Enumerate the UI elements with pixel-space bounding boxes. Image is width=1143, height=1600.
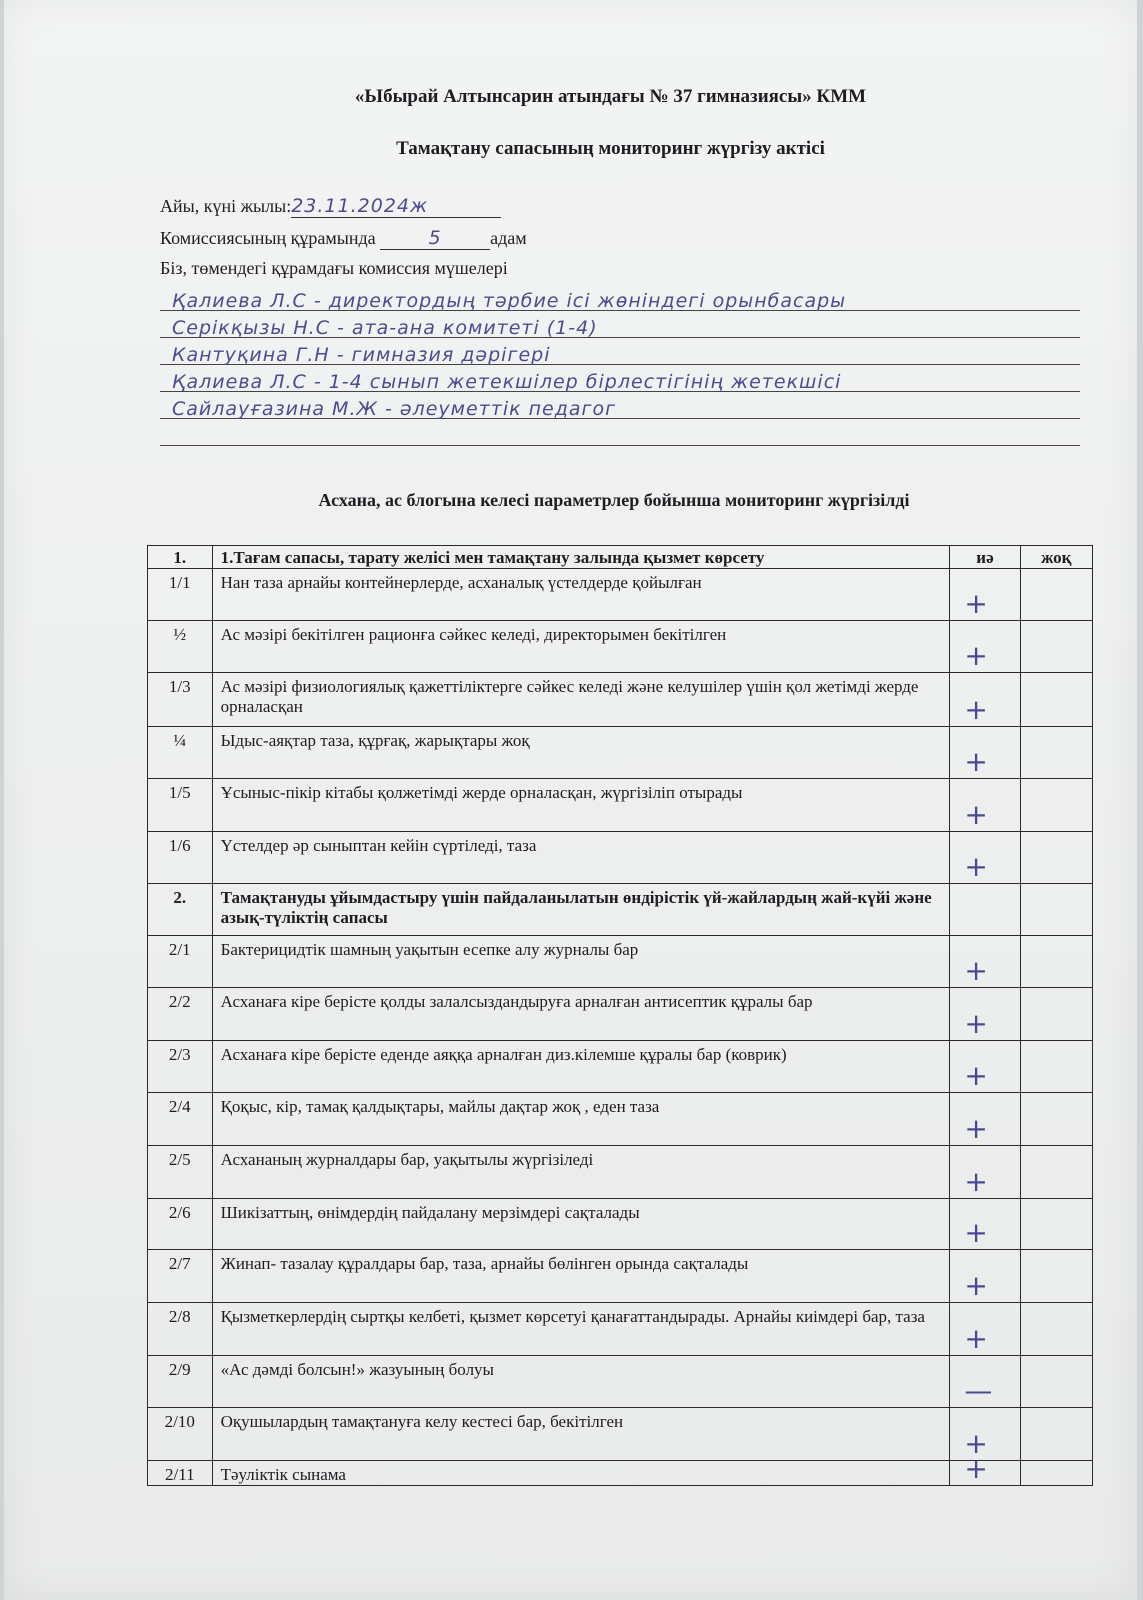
members-label: Біз, төмендегі құрамдағы комиссия мүшелері — [160, 258, 508, 278]
no-cell — [1020, 1303, 1092, 1356]
row-criterion: Ас мәзірі физиологиялық қажеттіліктерге сәйкес келеді және келушілер үшін қол жетімді жерде орналасқан — [212, 673, 950, 727]
handwritten-mark: + — [964, 850, 988, 883]
no-cell — [1020, 1250, 1092, 1303]
row-number: 1/5 — [148, 779, 213, 832]
no-column-header: жоқ — [1020, 546, 1092, 569]
row-number: 2/6 — [148, 1199, 213, 1250]
row-criterion: Жинап- тазалау құралдары бар, таза, арнайы бөлінген орында сақталады — [212, 1250, 950, 1303]
row-criterion: Ас мәзірі бекітілген рационға сәйкес келеді, директорымен бекітілген — [212, 621, 950, 673]
member-line — [160, 365, 1080, 392]
no-cell — [1020, 1408, 1092, 1461]
member-line — [160, 419, 1080, 446]
no-cell — [1020, 936, 1092, 988]
no-cell — [1020, 779, 1092, 832]
yes-cell — [950, 1093, 1020, 1146]
row-criterion: Үстелдер әр сыныптан кейін сүртіледі, таза — [212, 832, 950, 884]
row-number: 2/8 — [148, 1303, 213, 1356]
monitoring-table — [147, 545, 1093, 1486]
row-number: 1. — [148, 546, 213, 569]
no-cell — [1020, 832, 1092, 884]
yes-cell — [950, 832, 1020, 884]
handwritten-mark: + — [964, 798, 988, 831]
table-row — [148, 779, 1093, 832]
table-row — [148, 1041, 1093, 1093]
handwritten-mark: + — [964, 1452, 988, 1485]
row-number: 2. — [148, 884, 213, 936]
table-row — [148, 832, 1093, 884]
table-row — [148, 727, 1093, 779]
handwritten-mark: + — [964, 587, 988, 620]
handwritten-mark: + — [964, 1112, 988, 1145]
yes-cell — [950, 1041, 1020, 1093]
table-section-row — [148, 546, 1093, 569]
yes-cell — [950, 779, 1020, 832]
table-row — [148, 1303, 1093, 1356]
yes-cell — [950, 1250, 1020, 1303]
no-cell — [1020, 988, 1092, 1041]
member-name: Серікқызы Н.С - ата-ана комитеті (1-4) — [172, 317, 598, 339]
no-cell — [1020, 1093, 1092, 1146]
row-criterion: Ұсыныс-пікір кітабы қолжетімді жерде орналасқан, жүргізіліп отырады — [212, 779, 950, 832]
yes-cell — [950, 884, 1020, 936]
no-cell — [1020, 621, 1092, 673]
table-row — [148, 936, 1093, 988]
handwritten-mark: + — [964, 1427, 988, 1460]
date-label: Айы, күні жылы: — [160, 196, 292, 216]
no-cell — [1020, 1356, 1092, 1408]
date-value: 23.11.2024ж — [291, 195, 501, 218]
row-criterion: Қызметкерлердің сыртқы келбеті, қызмет көрсетуі қанағаттандырады. Арнайы киімдері бар, таза — [212, 1303, 950, 1356]
handwritten-mark: + — [964, 1165, 988, 1198]
member-line — [160, 311, 1080, 338]
row-criterion: Нан таза арнайы контейнерлерде, асханалық үстелдерде қойылған — [212, 569, 950, 621]
row-number: 1/6 — [148, 832, 213, 884]
no-cell — [1020, 1199, 1092, 1250]
handwritten-mark: + — [964, 639, 988, 672]
member-name: Сайлауғазина М.Ж - әлеуметтік педагог — [172, 398, 617, 420]
yes-cell — [950, 1356, 1020, 1408]
member-name: Кантуқина Г.Н - гимназия дәрігері — [172, 344, 551, 366]
yes-cell — [950, 621, 1020, 673]
yes-cell — [950, 569, 1020, 621]
handwritten-mark: + — [964, 1269, 988, 1302]
handwritten-mark: + — [964, 1216, 988, 1249]
member-line — [160, 284, 1080, 311]
row-criterion: Асхананың журналдары бар, уақытылы жүргізіледі — [212, 1146, 950, 1199]
handwritten-mark: + — [964, 745, 988, 778]
handwritten-mark: + — [964, 1007, 988, 1040]
date-line — [160, 195, 501, 218]
yes-cell — [950, 727, 1020, 779]
handwritten-mark: + — [964, 693, 988, 726]
row-criterion: Тамақтануды ұйымдастыру үшін пайдаланылатын өндірістік үй-жайлардың жай-күйі және азық-түліктің сапасы — [212, 884, 950, 936]
commission-label: Комиссиясының құрамында — [160, 228, 376, 248]
commission-line — [160, 227, 527, 250]
table-row — [148, 1250, 1093, 1303]
yes-cell — [950, 1303, 1020, 1356]
row-number: 2/4 — [148, 1093, 213, 1146]
commission-count: 5 — [380, 227, 490, 250]
row-number: ¼ — [148, 727, 213, 779]
table-row — [148, 1146, 1093, 1199]
member-line — [160, 392, 1080, 419]
row-number: 2/11 — [148, 1461, 213, 1486]
row-number: 2/3 — [148, 1041, 213, 1093]
yes-cell — [950, 1199, 1020, 1250]
yes-cell — [950, 673, 1020, 727]
row-number: 2/7 — [148, 1250, 213, 1303]
row-criterion: Асханаға кіре берісте еденде аяққа арналған диз.кілемше құралы бар (коврик) — [212, 1041, 950, 1093]
no-cell — [1020, 569, 1092, 621]
row-criterion: Асханаға кіре берісте қолды залалсыздандыруға арналған антисептик құралы бар — [212, 988, 950, 1041]
commission-unit: адам — [490, 228, 527, 248]
member-name: Қалиева Л.С - 1-4 сынып жетекшілер бірлестігінің жетекшісі — [172, 371, 842, 393]
table-row — [148, 1356, 1093, 1408]
yes-cell — [950, 988, 1020, 1041]
no-cell — [1020, 884, 1092, 936]
institution-title: «Ыбырай Алтынсарин атындағы № 37 гимназиясы» КММ — [354, 86, 867, 107]
row-criterion: «Ас дәмді болсын!» жазуының болуы — [212, 1356, 950, 1408]
document-sheet — [4, 0, 1137, 1600]
yes-cell — [950, 1452, 1020, 1486]
table-section-row — [148, 884, 1093, 936]
row-number: 2/5 — [148, 1146, 213, 1199]
table-row — [148, 673, 1093, 727]
table-row — [148, 569, 1093, 621]
row-number: 1/1 — [148, 569, 213, 621]
row-criterion: Оқушылардың тамақтануға келу кестесі бар, бекітілген — [212, 1408, 950, 1461]
row-criterion: 1.Тағам сапасы, тарату желісі мен тамақтану залында қызмет көрсету — [212, 546, 950, 569]
handwritten-mark: + — [964, 1322, 988, 1355]
section-title: Асхана, ас блогына келесі параметрлер бойынша мониторинг жүргізілді — [318, 490, 910, 510]
row-number: 2/10 — [148, 1408, 213, 1461]
table-row — [148, 1408, 1093, 1461]
table-row — [148, 1199, 1093, 1250]
member-line — [160, 338, 1080, 365]
row-criterion: Ыдыс-аяқтар таза, құрғақ, жарықтары жоқ — [212, 727, 950, 779]
row-number: 2/1 — [148, 936, 213, 988]
yes-cell — [950, 936, 1020, 988]
no-cell — [1020, 727, 1092, 779]
no-cell — [1020, 673, 1092, 727]
row-criterion: Шикізаттың, өнімдердің пайдалану мерзімдері сақталады — [212, 1199, 950, 1250]
row-number: 2/9 — [148, 1356, 213, 1408]
row-criterion: Қоқыс, кір, тамақ қалдықтары, майлы дақтар жоқ , еден таза — [212, 1093, 950, 1146]
handwritten-mark: + — [964, 1059, 988, 1092]
yes-column-header: иә — [950, 546, 1020, 569]
row-criterion: Тәуліктік сынама — [212, 1461, 950, 1486]
act-title: Тамақтану сапасының мониторинг жүргізу актісі — [396, 138, 825, 159]
row-number: 1/3 — [148, 673, 213, 727]
row-number: ½ — [148, 621, 213, 673]
table-row — [148, 988, 1093, 1041]
member-name: Қалиева Л.С - директордың тәрбие ісі жөніндегі орынбасары — [172, 290, 847, 312]
table-row — [148, 1461, 1093, 1486]
table-row — [148, 1093, 1093, 1146]
no-cell — [1020, 1041, 1092, 1093]
no-cell — [1020, 1146, 1092, 1199]
table-row — [148, 621, 1093, 673]
yes-cell — [950, 1146, 1020, 1199]
handwritten-mark: — — [964, 1374, 993, 1407]
row-criterion: Бактерицидтік шамның уақытын есепке алу журналы бар — [212, 936, 950, 988]
row-number: 2/2 — [148, 988, 213, 1041]
handwritten-mark: + — [964, 954, 988, 987]
no-cell — [1020, 1461, 1092, 1486]
